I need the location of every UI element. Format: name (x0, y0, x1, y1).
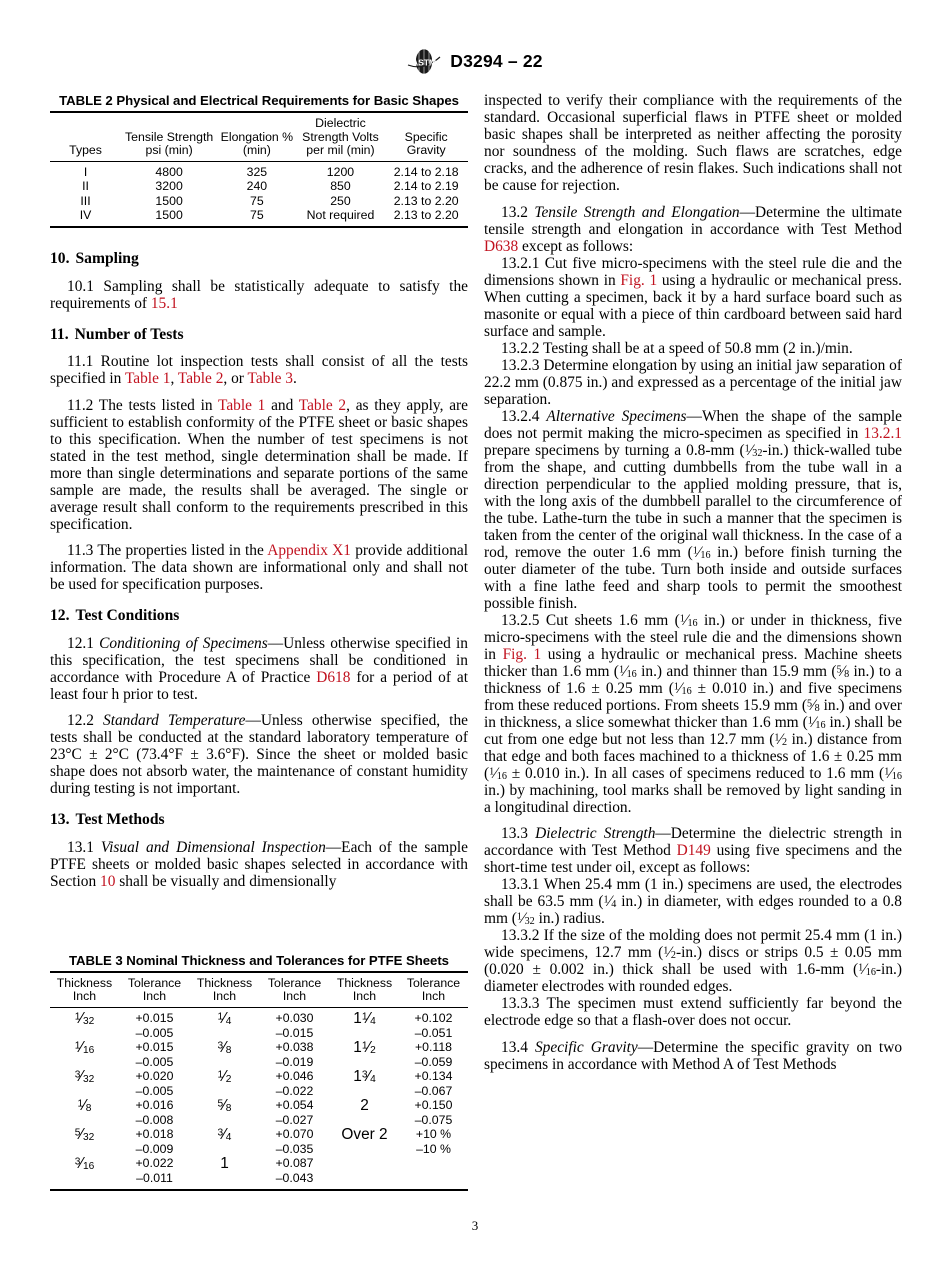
fraction: $^1⁄_{16}$ (692, 543, 711, 561)
table-2 (50, 93, 468, 228)
table-row (50, 1172, 468, 1191)
paragraph-13-2-5: 13.2.5 Cut sheets 1.6 mm ($^1⁄_{16}$ in.) or under in thickness, five micro-specimens with the steel rule die and the dimensions shown in Fig. 1 using a hydraulic or mechanical press. Machine sheets thicker than 1.6 mm ($^1⁄_{16}$ in.) and thinner than 15.9 mm ($^5⁄_8$ in.) to a thickness of 1.6 ± 0.25 mm ($^1⁄_{16} \pm 0.010$ in.) and five specimens from these reduced portions. From sheets 15.9 mm ($^5⁄_8$ in.) and over in thickness, a slice somewhat thicker than 1.6 mm ($^1⁄_{16}$ in.) shall be cut from one edge but not less than 12.7 mm ($^1⁄_2$ in.) distance from that edge and both faces machined to a thickness of 1.6 ± 0.25 mm ($^1⁄_{16} \pm 0.010$ in.). In all cases of specimens reduced to 1.6 mm ($^1⁄_{16}$ in.) by machining, tool marks shall be removed by light sanding in a longitudinal direction. (484, 611, 902, 816)
table-2-col-4: Specific Gravity (384, 112, 468, 161)
fraction: $^1⁄_2$ (774, 730, 788, 748)
paragraph-13-3-3: 13.3.3 The specimen must extend sufficiently far beyond the electrode edge so that a flash-over does not occur. (484, 995, 902, 1029)
xref-d638[interactable]: D638 (484, 237, 519, 255)
table-cell: +0.150 (414, 1098, 453, 1113)
standard-designation: D3294 – 22 (450, 51, 543, 71)
table-cell: $^3⁄_{32}$ (74, 1067, 95, 1085)
paragraph-13-2-1: 13.2.1 Cut five micro-specimens with the steel rule die and the dimensions shown in Fig. 1 using a hydraulic or mechanical press. When cutting a specimen, back it by a hard surface board such as masonite or equal with a piece of thin cardboard between said hard surface and sample. (484, 254, 903, 340)
svg-text:ASTM: ASTM (412, 57, 437, 68)
table-cell: III (80, 193, 91, 208)
table-row (50, 112, 468, 161)
table-cell: II (82, 179, 89, 194)
table-2-col-1: Tensile Strength psi (min) (121, 112, 217, 161)
table-cell: +0.054 (275, 1098, 314, 1113)
table-cell (330, 1143, 399, 1157)
table-row (50, 1056, 468, 1070)
table-2-col-3: Dielectric Strength Volts per mil (min) (297, 112, 385, 161)
table-cell: $^3⁄_{16}$ (74, 1154, 95, 1172)
fraction: $^1⁄_{32}$ (744, 441, 763, 459)
table-cell: +0.134 (414, 1069, 453, 1084)
xref-table-2[interactable]: Table 2 (177, 370, 224, 387)
table-cell: +0.015 (135, 1011, 174, 1026)
table-3 (50, 953, 468, 1191)
section-heading-12: 12. Test Conditions (50, 607, 180, 624)
table-cell: +0.070 (275, 1127, 314, 1142)
section-heading-13: 13. Test Methods (50, 811, 165, 828)
table-3-col-0: Thickness Inch (50, 972, 119, 1007)
table-cell: –0.035 (275, 1141, 314, 1156)
fraction: $^1⁄_{32}$ (516, 910, 535, 927)
xref-section-10[interactable]: 10 (100, 872, 116, 890)
table-cell: +0.022 (135, 1156, 174, 1171)
table-cell: $^1⁄_8$ (77, 1096, 92, 1114)
table-row (50, 1157, 468, 1172)
table-cell: +0.020 (135, 1069, 174, 1084)
table-cell: –0.011 (136, 1170, 173, 1185)
table-row (50, 1128, 468, 1143)
paragraph-12-1: 12.1 Conditioning of Specimens—Unless otherwise specified in this specification, the test specimens shall be conditioned in accordance with Procedure A of Practice D618 for a period of at least four h prior to test. (50, 634, 468, 703)
paragraph-13-3-1: 13.3.1 When 25.4 mm (1 in.) specimens are used, the electrodes shall be 63.5 mm ($^1⁄_4$ in.) in diameter, with edges rounded to a 0.8 mm ($^1⁄_{32}$ in.) radius. (484, 876, 902, 927)
table-cell: 2.14 to 2.18 (393, 164, 459, 179)
table-row (50, 1099, 468, 1114)
table-cell: $^1⁄_2$ (217, 1067, 232, 1085)
table-cell: 240 (246, 179, 268, 194)
table-cell: 850 (330, 179, 351, 194)
paragraph-12-2: 12.2 Standard Temperature—Unless otherwise specified, the tests shall be conducted at the standard laboratory temperature of 23°C ± 2°C (73.4°F ± 3.6°F). Since the sheet or molded basic shape does not absorb water, the maintenance of constant humidity during testing is not important. (50, 712, 468, 797)
table-cell: $^3⁄_4$ (217, 1125, 232, 1143)
table-cell: $^5⁄_8$ (217, 1096, 232, 1114)
table-3-grid (50, 971, 468, 1191)
table-cell: +0.016 (135, 1098, 174, 1113)
paragraph-13-2-2: 13.2.2 Testing shall be at a speed of 50.8 mm (2 in.)/min. (501, 339, 853, 357)
table-row (50, 1085, 468, 1099)
right-text-column (484, 92, 902, 1073)
table-3-col-5: Tolerance Inch (399, 972, 468, 1007)
table-cell: 1 (220, 1154, 229, 1172)
table-3-col-3: Tolerance Inch (259, 972, 330, 1007)
fraction: $^1⁄_{16}$ (858, 961, 876, 978)
table-cell (399, 1172, 468, 1191)
table-cell: –0.005 (135, 1054, 174, 1069)
paragraph-10-1: 10.1 Sampling shall be statistically adequate to satisfy the requirements of 15.1 (50, 277, 468, 312)
table-cell: 1500 (155, 207, 183, 222)
table-cell (330, 1157, 399, 1172)
table-cell: +0.038 (275, 1040, 314, 1055)
table-cell: –0.009 (135, 1141, 174, 1156)
table-3-col-4: Thickness Inch (330, 972, 399, 1007)
table-cell (330, 1172, 399, 1191)
table-cell: +10 % (415, 1127, 452, 1142)
table-cell: 325 (246, 164, 268, 179)
table-row (50, 1143, 468, 1157)
table-cell (190, 1172, 259, 1191)
astm-logo-icon (407, 48, 441, 75)
table-cell: I (83, 164, 88, 179)
section-heading-11: 11. Number of Tests (50, 325, 184, 343)
xref-table-2[interactable]: Table 2 (298, 396, 347, 414)
table-3-body (50, 1007, 468, 1190)
table-row (50, 1007, 468, 1026)
paragraph-11-1: 11.1 Routine lot inspection tests shall consist of all the tests specified in Table 1, Table 2, or Table 3. (50, 353, 468, 387)
paragraph-13-3-2: 13.3.2 If the size of the molding does not permit 25.4 mm (1 in.) wide specimens, 12.7 mm $(^1⁄_2-in.)$ discs or strips 0.5 ± 0.05 mm (0.020 ± 0.002 in.) thick shall be used with 1.6-mm $(^1⁄_{16}-in.)$ diameter electrodes with rounded edges. (484, 927, 902, 995)
table-cell: –0.015 (275, 1025, 314, 1040)
table-cell: $1^1⁄_4$ (353, 1009, 376, 1027)
table-row (50, 161, 468, 179)
table-2-title: TABLE 2 Physical and Electrical Requirements for Basic Shapes (59, 93, 459, 108)
table-cell (399, 1157, 468, 1172)
fraction: $^1⁄_{16}$ (489, 764, 507, 782)
fraction: $^1⁄_{16}$ (673, 679, 692, 697)
fraction: $^1⁄_{16}$ (807, 713, 826, 731)
xref-table-1[interactable]: Table 1 (124, 370, 171, 387)
table-3-col-1: Tolerance Inch (119, 972, 190, 1007)
table-cell: 75 (250, 193, 264, 208)
table-2-col-0: Types (50, 112, 121, 161)
fraction: $^1⁄_{16}$ (679, 611, 698, 629)
table-cell: 1500 (155, 193, 183, 208)
table-row (50, 1070, 468, 1085)
page-header (0, 48, 950, 75)
table-cell: $^1⁄_{16}$ (74, 1038, 95, 1056)
paragraph-13-2-3: 13.2.3 Determine elongation by using an initial jaw separation of 22.2 mm (0.875 in.) and expressed as a percentage of the initial jaw separation. (484, 356, 902, 408)
left-text-column (50, 250, 468, 890)
paragraph-13-2: 13.2 Tensile Strength and Elongation—Determine the ultimate tensile strength and elongation in accordance with Test Method D638 except as follows: (484, 203, 902, 255)
table-cell: –0.067 (414, 1083, 453, 1098)
table-cell: –0.005 (135, 1083, 174, 1098)
table-cell: +0.046 (275, 1069, 314, 1084)
table-cell: +0.087 (275, 1156, 314, 1171)
fraction: $^1⁄_4$ (603, 893, 617, 910)
table-cell: –0.022 (275, 1083, 314, 1098)
table-cell: Over 2 (341, 1125, 388, 1143)
table-cell: 2.13 to 2.20 (393, 207, 459, 222)
table-cell: IV (79, 207, 92, 222)
table-cell (50, 1172, 119, 1191)
table-row (50, 208, 468, 227)
table-cell: –0.005 (135, 1025, 174, 1040)
table-row (50, 1027, 468, 1041)
section-heading-10: 10. Sampling (50, 250, 139, 267)
table-cell: +0.102 (414, 1011, 453, 1026)
table-row (50, 180, 468, 194)
table-cell: 4800 (155, 164, 183, 179)
table-cell: 2 (360, 1096, 369, 1114)
table-cell: –0.051 (414, 1025, 453, 1040)
table-cell: +0.030 (275, 1011, 314, 1026)
table-3-col-2: Thickness Inch (190, 972, 259, 1007)
xref-appendix-x1[interactable]: Appendix X1 (267, 542, 351, 559)
table-row (50, 1041, 468, 1056)
table-cell: –0.059 (414, 1054, 453, 1069)
table-cell: $^1⁄_{32}$ (74, 1009, 95, 1027)
table-cell: $^5⁄_{32}$ (74, 1125, 95, 1143)
fraction: $^1⁄_2$ (663, 944, 676, 961)
table-cell: 3200 (155, 179, 183, 194)
table-cell: Not required (306, 207, 375, 222)
xref-15-1[interactable]: 15.1 (150, 294, 178, 312)
table-cell: +0.015 (135, 1040, 174, 1055)
table-cell: 1200 (326, 164, 355, 179)
table-cell: +0.018 (135, 1127, 174, 1142)
paragraph-11-3: 11.3 The properties listed in the Appendix X1 provide additional information. The data shown are informational only and shall not be used for specification purposes. (50, 542, 468, 593)
fraction: $^1⁄_{16}$ (618, 662, 637, 680)
paragraph-13-1-cont: inspected to verify their compliance with the requirements of the standard. Occasional superficial flaws in PTFE sheet or molded basic shapes shall be interpreted as neither affecting the porosity nor soundness of the molding. Such flaws are scratches, edge cracks, and the adherence of resin flakes. Such indications shall not be cause for rejection. (484, 92, 902, 194)
paragraph-13-4: 13.4 Specific Gravity—Determine the specific gravity on two specimens in accordance with Method A of Test Methods (484, 1038, 903, 1073)
fraction: $^5⁄_8$ (806, 696, 820, 714)
table-cell: 2.13 to 2.20 (393, 193, 459, 208)
xref-fig-1[interactable]: Fig. 1 (620, 271, 658, 289)
table-cell: 75 (250, 207, 264, 222)
table-row (50, 972, 468, 1007)
xref-d618[interactable]: D618 (316, 668, 351, 686)
table-cell: 2.14 to 2.19 (393, 179, 459, 194)
table-3-title: TABLE 3 Nominal Thickness and Tolerances for PTFE Sheets (69, 953, 449, 968)
xref-d149[interactable]: D149 (676, 842, 711, 859)
paragraph-13-3: 13.3 Dielectric Strength—Determine the dielectric strength in accordance with Test Method D149 using five specimens and the short-time test under oil, except as follows: (484, 825, 903, 876)
table-cell: $^1⁄_4$ (217, 1009, 232, 1027)
table-cell: –0.008 (135, 1112, 174, 1127)
table-2-body (50, 161, 468, 227)
table-cell: –0.043 (275, 1170, 314, 1185)
table-cell: $1^1⁄_2$ (353, 1038, 376, 1056)
table-2-grid (50, 111, 468, 228)
paragraph-13-1: 13.1 Visual and Dimensional Inspection—Each of the sample PTFE sheets or molded basic shapes selected in accordance with Section 10 shall be visually and dimensionally (50, 838, 468, 890)
table-2-col-2: Elongation % (min) (217, 112, 296, 161)
table-cell: –10 % (416, 1141, 451, 1156)
table-cell: –0.075 (414, 1112, 453, 1127)
xref-table-1[interactable]: Table 1 (218, 396, 266, 414)
xref-13-2-1[interactable]: 13.2.1 (863, 424, 902, 442)
fraction: $^1⁄_{16}$ (884, 764, 902, 782)
table-cell: 250 (330, 193, 351, 208)
table-cell: $^3⁄_8$ (217, 1038, 232, 1056)
page-number: 3 (471, 1218, 479, 1233)
table-cell: –0.019 (275, 1054, 314, 1069)
fraction: $^5⁄_8$ (836, 662, 850, 680)
table-cell: $1^3⁄_4$ (353, 1067, 376, 1085)
paragraph-13-2-4: 13.2.4 Alternative Specimens—When the shape of the sample does not permit making the micro-specimen as specified in 13.2.1 prepare specimens by turning a 0.8-mm $(^1⁄_{32}-in.)$ thick-walled tube from the shape, and cutting dumbbells from the tube wall in a direction perpendicular to the applied molding pressure, that is, with the long axis of the dumbbell parallel to the circumference of the tube. Lathe-turn the tube in such a manner that the specimen is taken from the center of the original wall thickness. In the case of a rod, remove the outer 1.6 mm ($^1⁄_{16}$ in.) before finish turning the outer diameter of the tube. Turn both inside and outside surfaces with a fine lathe feed and sharp tools to permit the smoothest possible finish. (484, 407, 903, 612)
table-row (50, 1114, 468, 1128)
table-cell: –0.027 (275, 1112, 314, 1127)
table-cell: +0.118 (414, 1040, 453, 1055)
xref-fig-1[interactable]: Fig. 1 (502, 645, 542, 663)
paragraph-11-2: 11.2 The tests listed in Table 1 and Table 2, as they apply, are sufficient to establish conformity of the PTFE sheet or basic shapes to this specification. When the number of test specimens is not stated in the test method, single determination shall be made. If more than single determinations and separate portions of the same sample are made, the results shall be averaged. The single or average result shall conform to the requirements prescribed in this specification. (50, 396, 468, 533)
xref-table-3[interactable]: Table 3 (247, 370, 294, 387)
table-row (50, 194, 468, 208)
